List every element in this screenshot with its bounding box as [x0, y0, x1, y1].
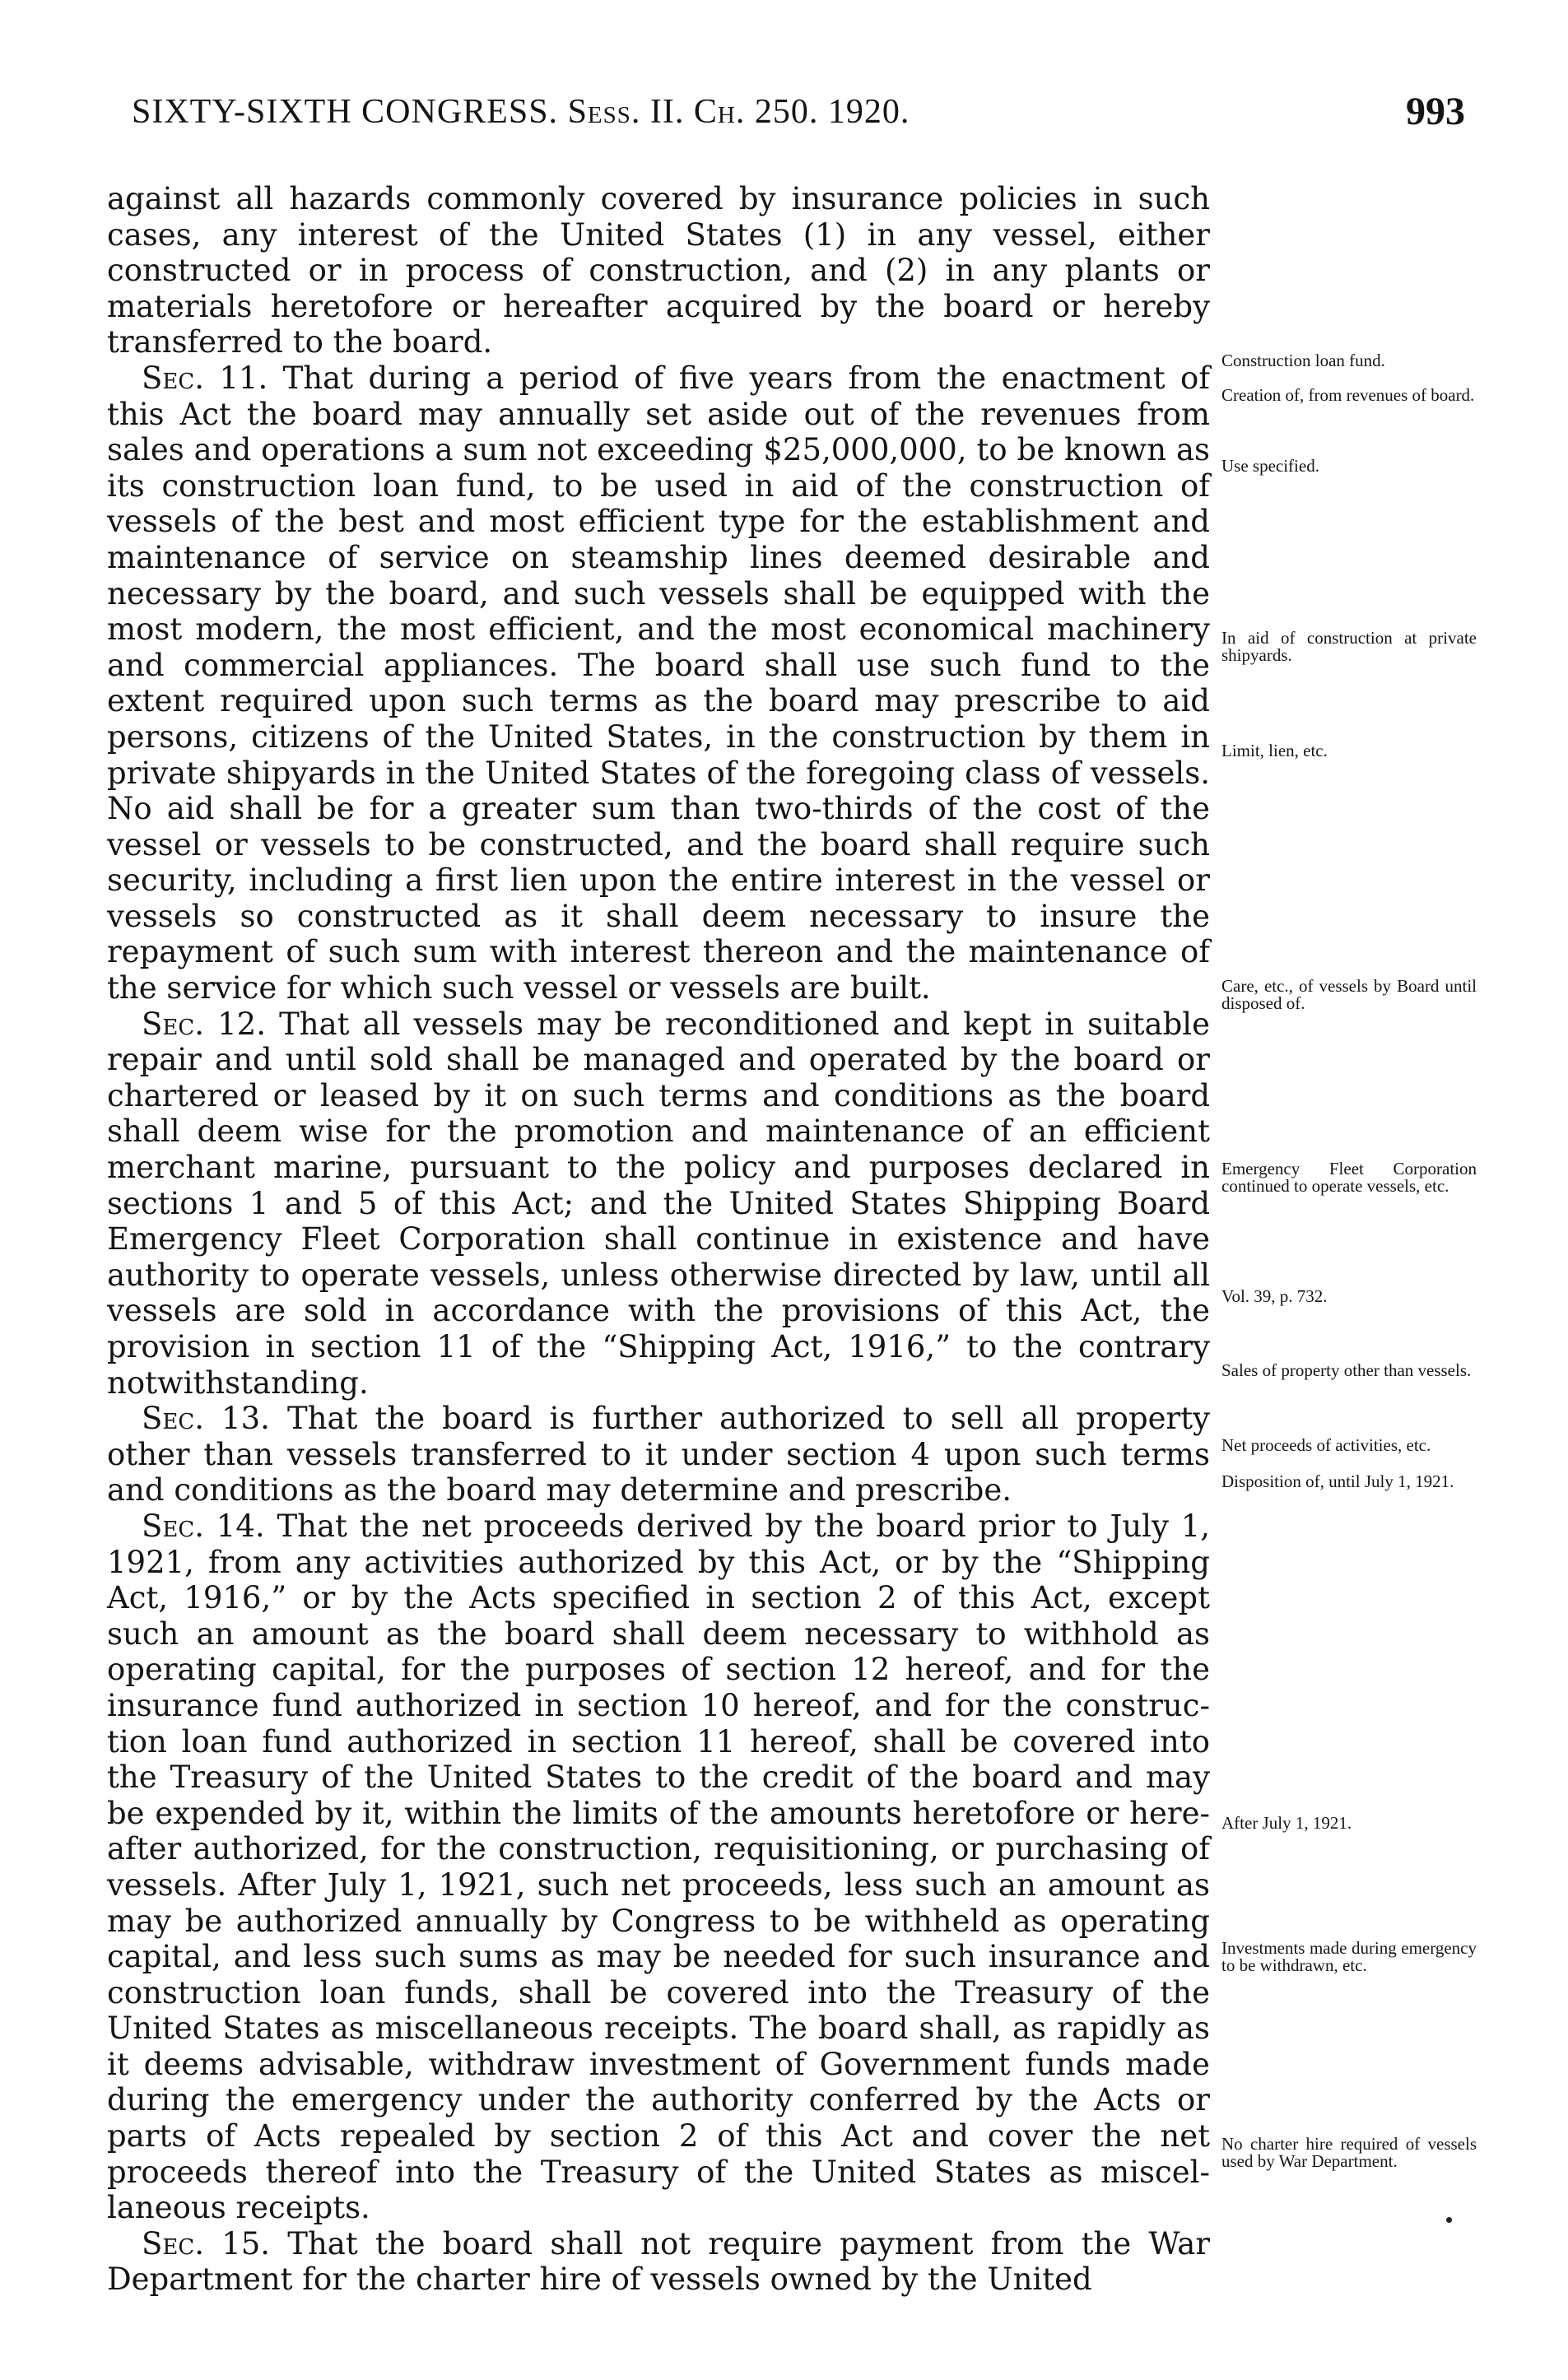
section-label: Sec. 12.: [142, 1006, 266, 1042]
section-13: [107, 1401, 1210, 1508]
margin-note: Net proceeds of activities, etc.: [1221, 1435, 1431, 1455]
margin-note: Emergency Fleet Corporation continued to operate vessels, etc.: [1221, 1159, 1477, 1196]
margin-note: In aid of construction at private shipyards.: [1221, 628, 1477, 665]
margin-note: Disposition of, until July 1, 1921.: [1221, 1471, 1454, 1491]
section-label: Sec. 15.: [142, 2225, 271, 2261]
margin-note: Limit, lien, etc.: [1221, 741, 1328, 760]
year-label: 1920.: [827, 93, 910, 131]
running-head-citation: [132, 92, 910, 132]
printer-mark: [1446, 2217, 1452, 2223]
margin-note: Use specified.: [1221, 456, 1319, 476]
margin-note: Creation of, from revenues of board.: [1221, 385, 1475, 405]
section-label: Sec. 11.: [142, 360, 268, 396]
section-14: [107, 1508, 1210, 2226]
section-11: [107, 360, 1210, 1006]
congress-label: SIXTY-SIXTH CONGRESS.: [132, 93, 559, 131]
section-label: Sec. 14.: [142, 1508, 265, 1544]
continuation-paragraph: against all hazards commonly covered by insurance policies in such cases, any interest of the United States (1) in any vessel, either constructed or in process of construction, and (2) in any plants or materials heretofore or hereafter acquired by the board or hereby transferred to the board.: [107, 181, 1210, 360]
margin-notes: [1221, 0, 1477, 2380]
session-label: Sess. II.: [567, 93, 685, 131]
page-number: 993: [1406, 90, 1465, 133]
margin-note: Construction loan fund.: [1221, 351, 1385, 370]
section-text: That the board shall not require payment from the War Department for the charter hire of vessels owned by the United: [107, 2225, 1211, 2298]
margin-note: No charter hire required of vessels used by War Department.: [1221, 2134, 1477, 2171]
section-text: That the board is further authorized to sell all property other than vessels transferred to it under section 4 upon such terms and conditions as the board may determine and prescribe.: [107, 1401, 1210, 1508]
margin-note: Investments made during emergency to be withdrawn, etc.: [1221, 1938, 1477, 1975]
margin-note: Vol. 39, p. 732.: [1221, 1286, 1328, 1306]
margin-note: Care, etc., of vessels by Board until disposed of.: [1221, 976, 1477, 1013]
section-text: That during a period of five years from the enactment of this Act the board may annually set aside out of the revenues from sales and operations a sum not exceeding $25,000,000, to be known as its construction loan fund, to be used in aid of the construction of vessels of the best and most efficient type for the establishment and maintenance of service on steamship lines deemed desirable and necessary by the board, and such vessels shall be equipped with the most modern, the most efficient, and the most economical machinery and commercial appliances. The board shall use such fund to the extent required upon such terms as the board may prescribe to aid persons, citizens of the United States, in the construction by them in private shipyards in the United States of the foregoing class of vessels. No aid shall be for a greater sum than two-thirds of the cost of the vessel or vessels to be constructed, and the board shall require such security, including a first lien upon the entire interest in the vessel or vessels so constructed as it shall deem necessary to insure the repayment of such sum with interest thereon and the maintenance of the service for which such vessel or vessels are built.: [107, 360, 1210, 1006]
statute-body: [107, 181, 1210, 2298]
section-text: That the net proceeds derived by the board prior to July 1, 1921, from any activities authorized by this Act, or by the “Shipping Act, 1916,” or by the Acts specified in section 2 of this Act, except such an amount as the board shall deem necessary to withhold as operating capital, for the purposes of section 12 hereof, and for the insurance fund authorized in section 10 hereof, and for the construction loan fund authorized in section 11 hereof, shall be covered into the Treasury of the United States to the credit of the board and may be expended by it, within the limits of the amounts heretofore or hereafter authorized, for the construction, requisitioning, or purchasing of vessels. After July 1, 1921, such net proceeds, less such an amount as may be authorized annually by Congress to be withheld as operating capital, and less such sums as may be needed for such insurance and construction loan funds, shall be covered into the Treasury of the United States as miscellaneous receipts. The board shall, as rapidly as it deems advisable, withdraw investment of Government funds made during the emergency under the authority conferred by the Acts or parts of Acts repealed by section 2 of this Act and cover the net proceeds thereof into the Treasury of the United States as miscellaneous receipts.: [107, 1508, 1210, 2226]
chapter-label: Ch. 250.: [693, 93, 819, 131]
section-12: [107, 1006, 1210, 1402]
section-15: [107, 2226, 1210, 2298]
section-text: That all vessels may be reconditioned and kept in suitable repair and until sold shall be managed and operated by the board or chartered or leased by it on such terms and conditions as the board shall deem wise for the promotion and maintenance of an efficient merchant marine, pursuant to the policy and purposes declared in sections 1 and 5 of this Act; and the United States Shipping Board Emergency Fleet Corporation shall continue in existence and have authority to operate vessels, unless otherwise directed by law, until all vessels are sold in accordance with the provisions of this Act, the provision in section 11 of the “Shipping Act, 1916,” to the contrary notwithstanding.: [107, 1006, 1211, 1401]
margin-note: After July 1, 1921.: [1221, 1813, 1352, 1833]
margin-note: Sales of property other than vessels.: [1221, 1360, 1472, 1380]
section-label: Sec. 13.: [142, 1401, 270, 1437]
